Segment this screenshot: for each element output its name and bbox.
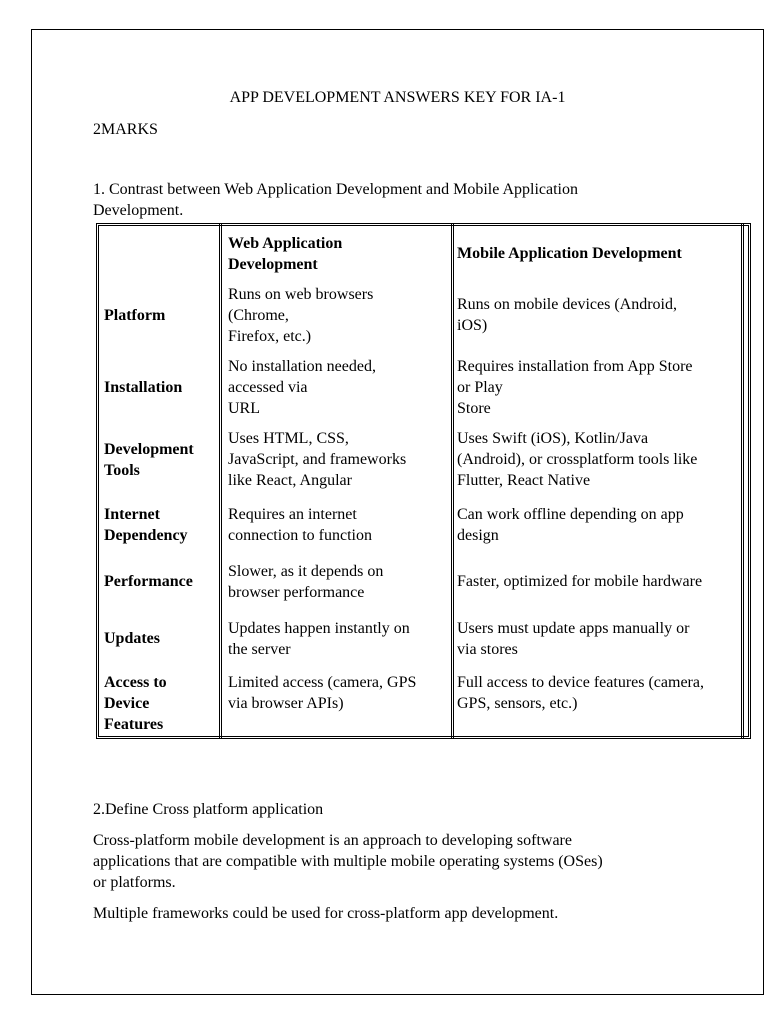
cell-web-installation: No installation needed, accessed via URL bbox=[228, 358, 376, 417]
document-title: APP DEVELOPMENT ANSWERS KEY FOR IA-1 bbox=[229, 89, 566, 106]
row-label-installation: Installation bbox=[104, 379, 183, 396]
cell-web-platform: Runs on web browsers (Chrome, Firefox, etc.) bbox=[228, 286, 374, 345]
question-1-line-1: 1. Contrast between Web Application Development and Mobile Application bbox=[93, 181, 578, 198]
question-1-line-2: Development. bbox=[93, 202, 184, 219]
cell-web-access-to-device-features: Limited access (camera, GPS via browser APIs) bbox=[228, 674, 417, 712]
cell-mobile-performance: Faster, optimized for mobile hardware bbox=[457, 573, 703, 590]
header-mobile: Mobile Application Development bbox=[457, 245, 682, 262]
table-divider-2 bbox=[451, 223, 454, 739]
question-2-title: 2.Define Cross platform application bbox=[93, 801, 324, 818]
cell-web-updates: Updates happen instantly on the server bbox=[228, 620, 410, 658]
cell-mobile-platform: Runs on mobile devices (Android, iOS) bbox=[457, 296, 677, 334]
header-web: Web Application Development bbox=[228, 235, 343, 273]
row-label-development-tools: Development Tools bbox=[104, 441, 194, 479]
cell-web-performance: Slower, as it depends on browser performance bbox=[228, 563, 384, 601]
cell-mobile-updates: Users must update apps manually or via stores bbox=[457, 620, 690, 658]
table-divider-1 bbox=[219, 223, 222, 739]
section-heading: 2MARKS bbox=[93, 121, 158, 138]
row-label-platform: Platform bbox=[104, 307, 166, 324]
row-label-updates: Updates bbox=[104, 630, 161, 647]
question-2-paragraph-1: Cross-platform mobile development is an approach to developing software applications that are compatible with multiple mobile operating systems (OSes) or platforms. bbox=[93, 832, 603, 891]
cell-mobile-installation: Requires installation from App Store or Play Store bbox=[457, 358, 693, 417]
row-label-internet-dependency: Internet Dependency bbox=[104, 506, 188, 544]
question-2-paragraph-2: Multiple frameworks could be used for cross-platform app development. bbox=[93, 905, 559, 922]
row-label-performance: Performance bbox=[104, 573, 193, 590]
cell-mobile-access-to-device-features: Full access to device features (camera, GPS, sensors, etc.) bbox=[457, 674, 704, 712]
cell-mobile-development-tools: Uses Swift (iOS), Kotlin/Java (Android), or crossplatform tools like Flutter, React Native bbox=[457, 430, 698, 489]
cell-mobile-internet-dependency: Can work offline depending on app design bbox=[457, 506, 684, 544]
cell-web-development-tools: Uses HTML, CSS, JavaScript, and frameworks like React, Angular bbox=[228, 430, 407, 489]
row-label-access-to-device-features: Access to Device Features bbox=[104, 674, 167, 733]
cell-web-internet-dependency: Requires an internet connection to function bbox=[228, 506, 372, 544]
